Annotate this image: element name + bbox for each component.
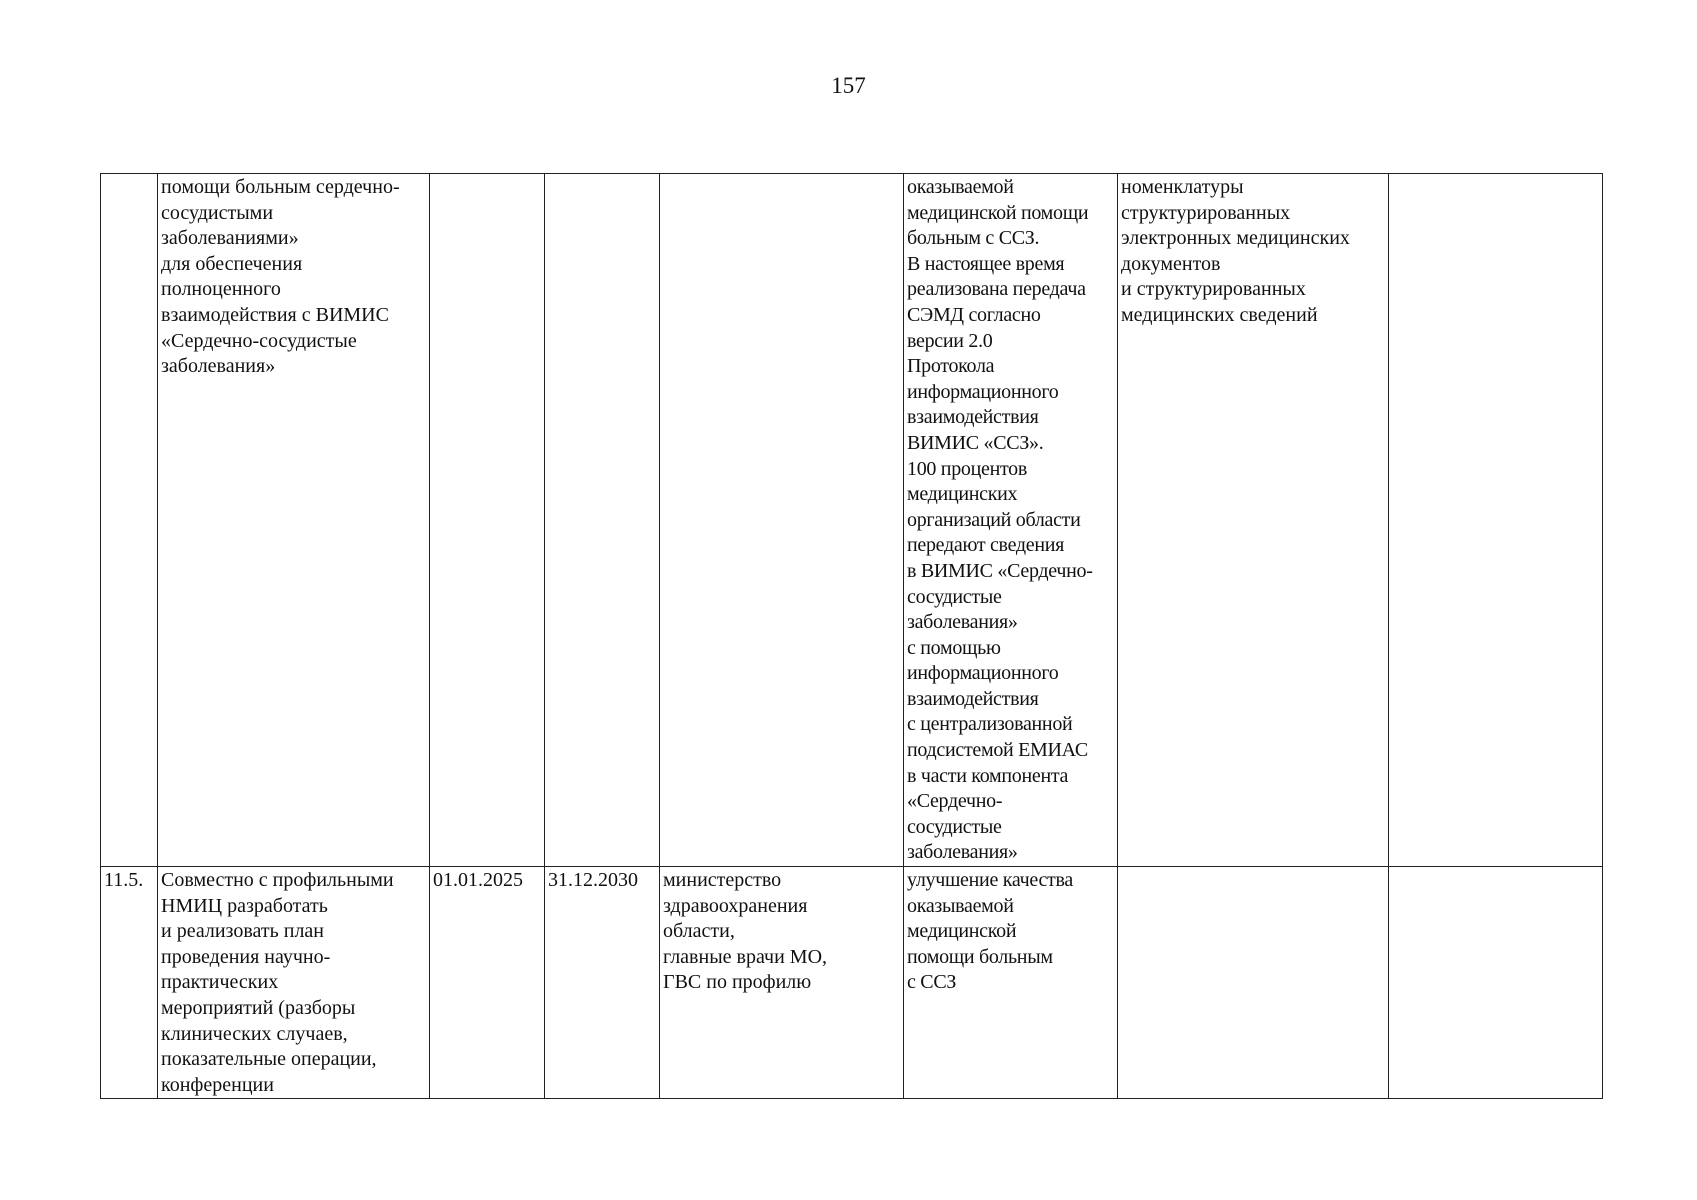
- page-number: 157: [831, 73, 866, 98]
- result-cell: улучшение качества оказываемой медицинской помощи больным с ССЗ: [904, 867, 1118, 1099]
- row-number-cell: [101, 174, 158, 867]
- row-number-cell: 11.5.: [101, 867, 158, 1099]
- responsible-cell: [660, 174, 904, 867]
- table-row: [101, 174, 1603, 867]
- indicator-cell: [1118, 867, 1389, 1099]
- indicator-cell: номенклатуры структурированных электронных медицинских документов и структурированных медицинских сведений: [1118, 174, 1389, 867]
- note-cell: [1389, 867, 1603, 1099]
- note-cell: [1389, 174, 1603, 867]
- end-date-cell: [545, 174, 660, 867]
- start-date-cell: [430, 174, 545, 867]
- plan-table: [100, 173, 1603, 1099]
- table-row: [101, 867, 1603, 1099]
- responsible-cell: министерство здравоохранения области, главные врачи МО, ГВС по профилю: [660, 867, 904, 1099]
- event-cell: Совместно с профильными НМИЦ разработать и реализовать план проведения научно- практических мероприятий (разборы клинических случаев, показательные операции, конференции: [158, 867, 430, 1099]
- end-date-cell: 31.12.2030: [545, 867, 660, 1099]
- event-cell: помощи больным сердечно- сосудистыми заболеваниями» для обеспечения полноценного взаимодействия с ВИМИС «Сердечно-сосудистые заболевания»: [158, 174, 430, 867]
- result-cell: оказываемой медицинской помощи больным с ССЗ. В настоящее время реализована передача СЭМД согласно версии 2.0 Протокола информационного взаимодействия ВИМИС «ССЗ». 100 процентов медицинских организаций области передают сведения в ВИМИС «Сердечно- сосудистые заболевания» с помощью информационного взаимодействия с централизованной подсистемой ЕМИАС в части компонента «Сердечно- сосудистые заболевания»: [904, 174, 1118, 867]
- start-date-cell: 01.01.2025: [430, 867, 545, 1099]
